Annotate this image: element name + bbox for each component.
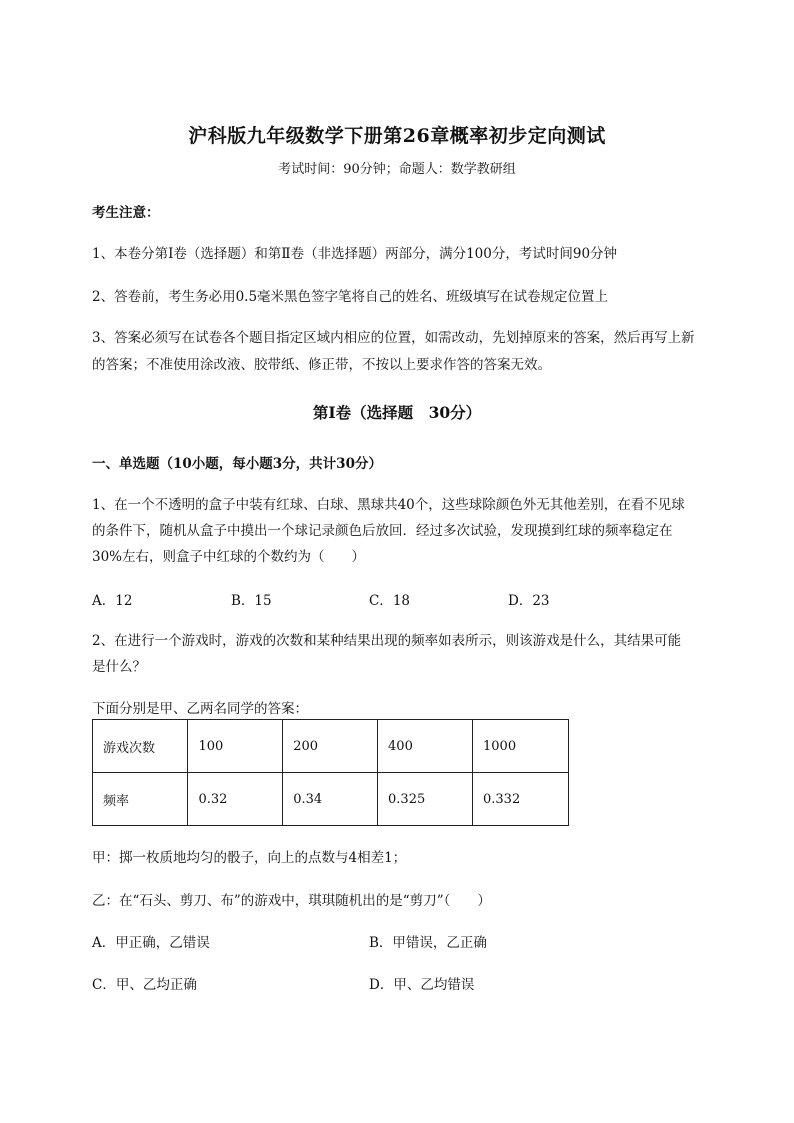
answer-jia: 甲：掷一枚质地均匀的骰子，向上的点数与4相差1； (92, 850, 407, 866)
q2-line-2: 是什么？ (92, 659, 146, 675)
table-row (93, 773, 569, 826)
q1-line-3: 30%左右，则盒子中红球的个数约为（ ） (92, 549, 366, 565)
q1-option-a: A．12 (92, 593, 133, 609)
table-cell: 0.325 (378, 773, 473, 826)
q2-option-b: B．甲错误，乙正确 (369, 935, 487, 951)
notice-heading: 考生注意： (92, 205, 160, 221)
q2-option-c: C．甲、乙均正确 (92, 977, 197, 993)
part-heading: 一、单选题（10小题，每小题3分，共计30分） (92, 456, 382, 472)
frequency-table (92, 719, 569, 826)
q2-option-a: A．甲正确，乙错误 (92, 935, 210, 951)
table-cell: 游戏次数 (93, 720, 188, 773)
q2-intro: 下面分别是甲、乙两名同学的答案： (92, 701, 308, 717)
table-cell: 1000 (473, 720, 569, 773)
q2-line-1: 2、在进行一个游戏时，游戏的次数和某种结果出现的频率如表所示，则该游戏是什么，其结果可能 (92, 633, 682, 649)
section-title: 第I卷（选择题 30分） (312, 403, 482, 422)
table-cell: 0.34 (283, 773, 378, 826)
notice-item-2: 2、答卷前，考生务必用0.5毫米黑色签字笔将自己的姓名、班级填写在试卷规定位置上 (92, 289, 609, 305)
notice-item-1: 1、本卷分第I卷（选择题）和第Ⅱ卷（非选择题）两部分，满分100分，考试时间90分钟 (92, 246, 618, 262)
q1-line-1: 1、在一个不透明的盒子中装有红球、白球、黑球共40个，这些球除颜色外无其他差别，在看不见球 (92, 497, 685, 513)
table-cell: 频率 (93, 773, 188, 826)
table-cell: 0.332 (473, 773, 569, 826)
notice-item-3-line-2: 的答案；不准使用涂改液、胶带纸、修正带，不按以上要求作答的答案无效。 (92, 357, 551, 373)
table-row (93, 720, 569, 773)
q1-option-c: C．18 (369, 593, 411, 609)
answer-yi: 乙：在“石头、剪刀、布”的游戏中，琪琪随机出的是“剪刀”（ ） (92, 893, 491, 909)
exam-info: 考试时间：90分钟；命题人：数学教研组 (278, 162, 516, 177)
table-cell: 100 (188, 720, 283, 773)
table-cell: 400 (378, 720, 473, 773)
page-title: 沪科版九年级数学下册第26章概率初步定向测试 (188, 125, 606, 147)
q1-option-d: D．23 (508, 593, 550, 609)
table-cell: 0.32 (188, 773, 283, 826)
table-cell: 200 (283, 720, 378, 773)
q2-option-d: D．甲、乙均错误 (369, 977, 475, 993)
notice-item-3-line-1: 3、答案必须写在试卷各个题目指定区域内相应的位置，如需改动，先划掉原来的答案，然后再写上新 (92, 330, 695, 346)
q1-line-2: 的条件下，随机从盒子中摸出一个球记录颜色后放回．经过多次试验，发现摸到红球的频率稳定在 (92, 523, 673, 539)
q1-option-b: B．15 (231, 593, 272, 609)
